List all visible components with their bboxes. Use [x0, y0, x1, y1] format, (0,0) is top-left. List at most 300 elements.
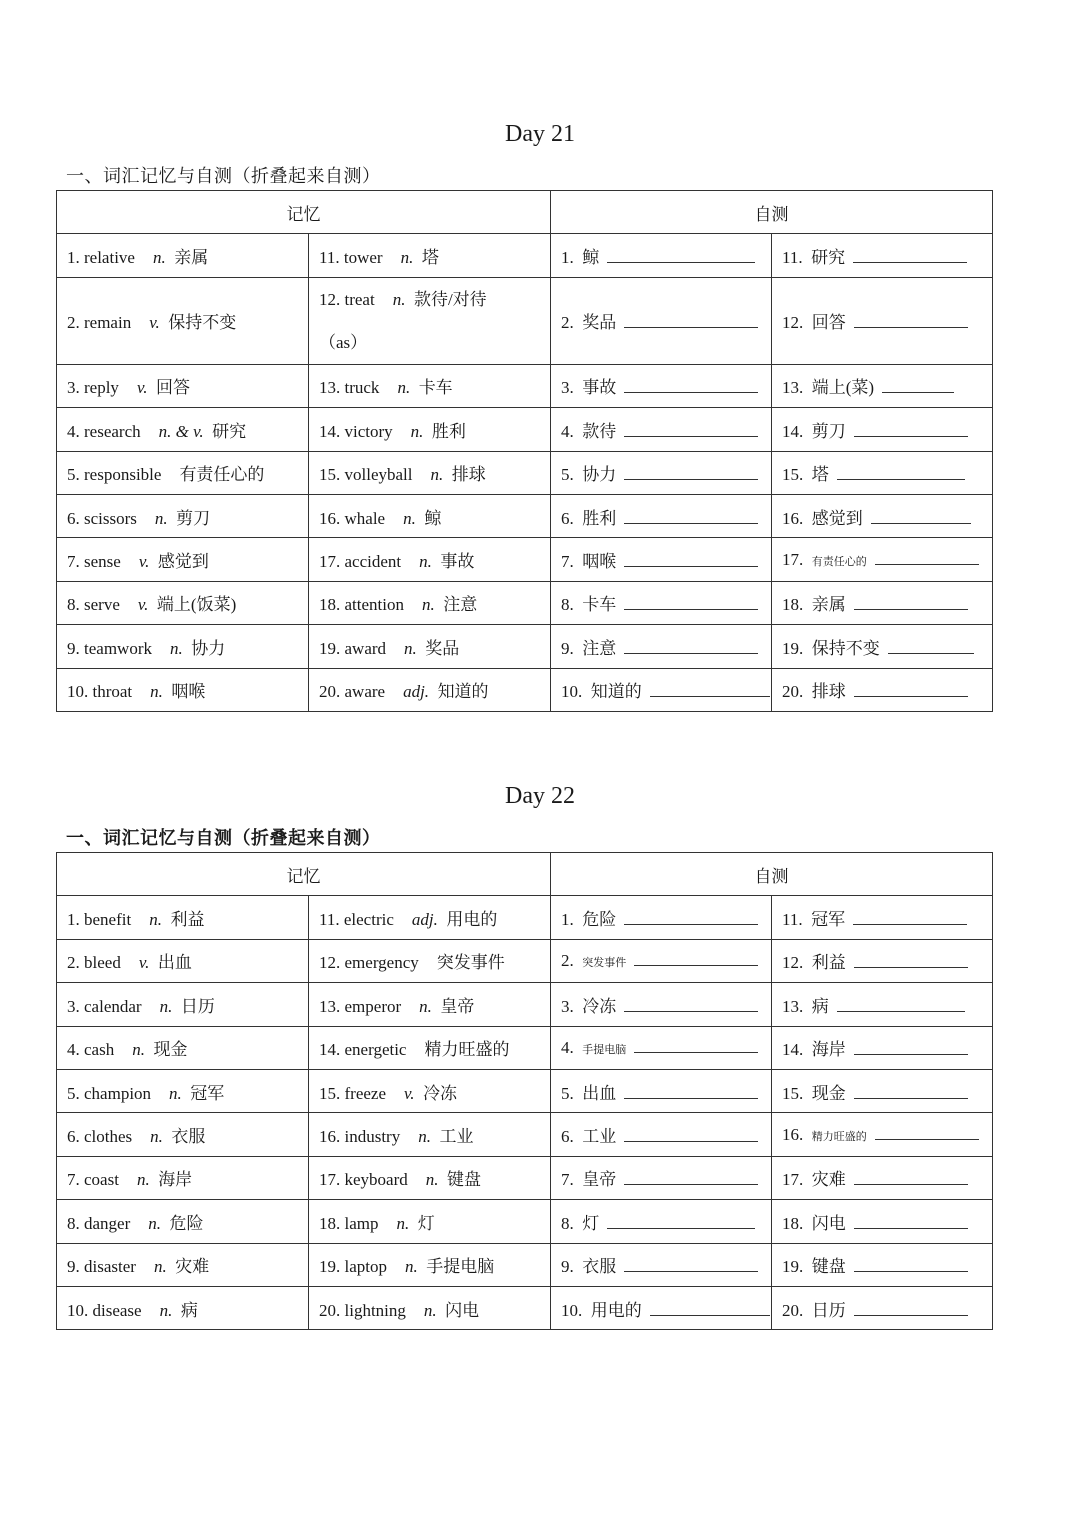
entry-meaning: 病	[180, 1300, 198, 1320]
test-number: 13.	[782, 378, 804, 398]
part-of-speech: n.	[403, 508, 416, 528]
table-row	[57, 1243, 993, 1286]
test-word: 冷冻	[582, 996, 617, 1016]
entry-word: 12. emergency	[319, 953, 419, 973]
entry-word: 1. relative	[67, 248, 135, 268]
entry-word: 12. treat	[319, 289, 375, 309]
test-word: 突发事件	[582, 956, 627, 969]
entry-meaning: 冠军	[190, 1083, 225, 1103]
memory-entry	[309, 668, 551, 711]
part-of-speech: n.	[425, 1170, 439, 1190]
entry-meaning: 冷冻	[423, 1083, 458, 1103]
entry-word: 16. industry	[319, 1127, 401, 1147]
entry-word: 2. bleed	[67, 953, 121, 973]
answer-blank	[854, 1301, 968, 1316]
self-test-entry	[551, 668, 772, 711]
answer-blank	[624, 1170, 758, 1185]
answer-blank	[888, 639, 974, 654]
part-of-speech: n.	[404, 638, 417, 658]
test-number: 8.	[561, 1213, 574, 1233]
memory-entry	[57, 277, 309, 364]
test-word: 皇帝	[582, 1170, 617, 1190]
entry-word: 17. accident	[319, 552, 402, 572]
part-of-speech: n.	[149, 910, 162, 930]
answer-blank	[624, 595, 758, 610]
entry-meaning: 出血	[157, 953, 192, 973]
answer-blank	[624, 1084, 758, 1099]
answer-blank	[634, 1038, 758, 1053]
part-of-speech: v.	[149, 313, 160, 333]
test-number: 10.	[561, 682, 583, 702]
entry-word: 11. electric	[319, 910, 394, 930]
self-test-entry	[551, 1243, 772, 1286]
memory-entry	[57, 1069, 309, 1112]
self-test-entry	[772, 1069, 993, 1112]
entry-meaning: 海岸	[158, 1170, 193, 1190]
entry-word: 7. sense	[67, 552, 121, 572]
entry-meaning: 事故	[440, 552, 475, 572]
entry-meaning: 保持不变	[168, 313, 237, 333]
self-test-entry	[551, 234, 772, 277]
entry-word: 1. benefit	[67, 910, 132, 930]
table-row	[57, 451, 993, 494]
table-header-row	[57, 191, 993, 234]
part-of-speech: v.	[404, 1083, 415, 1103]
self-test-entry	[551, 581, 772, 624]
part-of-speech: n.	[159, 1300, 173, 1320]
answer-blank	[624, 1257, 758, 1272]
memory-entry	[309, 1243, 551, 1286]
test-number: 16.	[782, 508, 804, 528]
test-word: 工业	[582, 1127, 617, 1147]
entry-word: 18. attention	[319, 595, 404, 615]
memory-entry	[57, 538, 309, 581]
test-number: 7.	[561, 1170, 574, 1190]
test-number: 2.	[561, 313, 574, 333]
entry-meaning: 危险	[169, 1213, 204, 1233]
answer-blank	[875, 1125, 979, 1140]
self-test-entry	[551, 939, 772, 982]
part-of-speech: n.	[421, 595, 435, 615]
test-number: 12.	[782, 313, 804, 333]
table-header-row	[57, 853, 993, 896]
self-test-entry	[772, 234, 993, 277]
answer-blank	[854, 422, 968, 437]
self-test-entry	[772, 408, 993, 451]
table-row	[57, 668, 993, 711]
entry-word: 20. lightning	[319, 1300, 406, 1320]
self-test-entry	[551, 983, 772, 1026]
test-word: 注意	[582, 638, 617, 658]
memory-entry	[309, 277, 551, 364]
part-of-speech: n.	[136, 1170, 150, 1190]
entry-word: 16. whale	[319, 508, 386, 528]
test-word: 灯	[582, 1213, 600, 1233]
section-heading: 一、词汇记忆与自测（折叠起来自测）	[66, 166, 381, 186]
answer-blank	[837, 465, 965, 480]
part-of-speech: n.	[400, 248, 414, 268]
test-word: 知道的	[590, 682, 642, 702]
entry-word: 5. champion	[67, 1083, 152, 1103]
table-row	[57, 408, 993, 451]
answer-blank	[882, 378, 954, 393]
test-word: 危险	[582, 910, 617, 930]
memory-entry	[309, 1113, 551, 1156]
section-heading: 一、词汇记忆与自测（折叠起来自测）	[66, 828, 381, 848]
entry-word: 19. laptop	[319, 1257, 387, 1277]
table-row	[57, 581, 993, 624]
entry-meaning: 咽喉	[171, 682, 206, 702]
entry-word: 8. danger	[67, 1213, 131, 1233]
part-of-speech: n.	[405, 1257, 418, 1277]
self-test-entry	[551, 1026, 772, 1069]
self-test-entry	[772, 983, 993, 1026]
column-header-self-test: 自测	[551, 853, 993, 896]
entry-meaning: 注意	[443, 595, 478, 615]
answer-blank	[624, 313, 758, 328]
test-number: 20.	[782, 1300, 804, 1320]
part-of-speech: n.	[419, 552, 432, 572]
entry-meaning: 协力	[191, 638, 226, 658]
self-test-entry	[772, 1200, 993, 1243]
vocab-table	[56, 190, 993, 712]
memory-entry	[57, 668, 309, 711]
entry-word: 19. award	[319, 638, 387, 658]
self-test-entry	[772, 668, 993, 711]
answer-blank	[854, 595, 968, 610]
part-of-speech: n.	[152, 248, 166, 268]
entry-word: 4. cash	[67, 1040, 115, 1060]
part-of-speech: n.	[410, 421, 424, 441]
test-number: 7.	[561, 552, 574, 572]
memory-entry	[309, 1200, 551, 1243]
self-test-entry	[551, 625, 772, 668]
table-row	[57, 896, 993, 939]
answer-blank	[854, 682, 968, 697]
part-of-speech: n.	[418, 1127, 431, 1147]
part-of-speech: n.	[154, 508, 168, 528]
memory-entry	[309, 451, 551, 494]
self-test-entry	[551, 364, 772, 407]
part-of-speech: n.	[419, 996, 432, 1016]
entry-word: 4. research	[67, 421, 141, 441]
answer-blank	[607, 1214, 755, 1229]
answer-blank	[624, 552, 758, 567]
memory-entry	[309, 581, 551, 624]
test-number: 8.	[561, 595, 574, 615]
table-row	[57, 1200, 993, 1243]
memory-entry	[57, 408, 309, 451]
self-test-entry	[551, 1113, 772, 1156]
self-test-entry	[772, 1113, 993, 1156]
test-number: 17.	[782, 549, 804, 569]
entry-word: 3. calendar	[67, 996, 142, 1016]
column-header-memory: 记忆	[57, 853, 551, 896]
memory-entry	[57, 1286, 309, 1329]
self-test-entry	[772, 538, 993, 581]
entry-meaning: 卡车	[418, 378, 453, 398]
part-of-speech: adj.	[403, 682, 430, 702]
memory-entry	[57, 1026, 309, 1069]
entry-meaning: 手提电脑	[426, 1257, 495, 1277]
test-number: 16.	[782, 1124, 804, 1144]
answer-blank	[837, 997, 965, 1012]
test-word: 塔	[811, 465, 829, 485]
table-row	[57, 234, 993, 277]
entry-meaning: 端上(饭菜)	[156, 595, 237, 615]
answer-blank	[624, 378, 758, 393]
test-word: 病	[811, 996, 829, 1016]
table-row	[57, 1113, 993, 1156]
test-word: 剪刀	[811, 421, 846, 441]
test-word: 鲸	[582, 248, 600, 268]
memory-entry	[309, 364, 551, 407]
entry-meaning: 键盘	[447, 1170, 482, 1190]
test-word: 卡车	[582, 595, 617, 615]
self-test-entry	[551, 896, 772, 939]
entry-word: 6. clothes	[67, 1127, 133, 1147]
memory-entry	[57, 625, 309, 668]
answer-blank	[624, 1127, 758, 1142]
test-word: 现金	[811, 1083, 846, 1103]
answer-blank	[853, 248, 967, 263]
self-test-entry	[551, 1156, 772, 1199]
entry-word: 3. reply	[67, 378, 119, 398]
column-header-memory: 记忆	[57, 191, 551, 234]
answer-blank	[853, 910, 967, 925]
entry-meaning: 现金	[153, 1040, 188, 1060]
answer-blank	[624, 910, 758, 925]
test-word: 衣服	[582, 1257, 617, 1277]
entry-word: 15. volleyball	[319, 465, 413, 485]
test-word: 奖品	[582, 313, 617, 333]
test-word: 海岸	[811, 1040, 846, 1060]
memory-entry	[309, 625, 551, 668]
answer-blank	[875, 550, 979, 565]
entry-word: 2. remain	[67, 313, 132, 333]
table-row	[57, 1286, 993, 1329]
memory-entry	[309, 1286, 551, 1329]
memory-entry	[309, 408, 551, 451]
part-of-speech: v.	[138, 953, 150, 973]
test-word: 手提电脑	[582, 1043, 627, 1056]
test-word: 感觉到	[811, 508, 863, 528]
test-number: 4.	[561, 421, 574, 441]
test-number: 2.	[561, 950, 574, 970]
part-of-speech: adj.	[411, 910, 438, 930]
day-title: Day 21	[505, 121, 575, 147]
self-test-entry	[772, 1243, 993, 1286]
answer-blank	[624, 639, 758, 654]
memory-entry	[309, 538, 551, 581]
answer-blank	[854, 1257, 968, 1272]
self-test-entry	[551, 538, 772, 581]
answer-blank	[854, 1214, 968, 1229]
answer-blank	[624, 465, 758, 480]
part-of-speech: n.	[132, 1040, 145, 1060]
test-word: 协力	[582, 465, 617, 485]
self-test-entry	[772, 277, 993, 364]
self-test-entry	[772, 1026, 993, 1069]
test-number: 4.	[561, 1037, 574, 1057]
entry-word: 8. serve	[67, 595, 120, 615]
vocab-table	[56, 852, 993, 1330]
self-test-entry	[772, 364, 993, 407]
entry-word: 9. disaster	[67, 1257, 136, 1277]
test-word: 款待	[582, 421, 617, 441]
test-number: 1.	[561, 910, 574, 930]
self-test-entry	[551, 451, 772, 494]
entry-word: 20. aware	[319, 682, 386, 702]
entry-meaning: 衣服	[171, 1127, 206, 1147]
test-word: 亲属	[811, 595, 846, 615]
entry-word: 9. teamwork	[67, 638, 152, 658]
test-number: 15.	[782, 1083, 804, 1103]
test-number: 11.	[782, 910, 803, 930]
answer-blank	[624, 422, 758, 437]
memory-entry	[57, 939, 309, 982]
test-word: 咽喉	[582, 552, 617, 572]
test-number: 14.	[782, 1040, 804, 1060]
answer-blank	[634, 951, 758, 966]
memory-entry	[57, 1200, 309, 1243]
part-of-speech: n. & v.	[158, 421, 204, 441]
entry-meaning: 剪刀	[176, 508, 211, 528]
answer-blank	[871, 509, 971, 524]
self-test-entry	[772, 1286, 993, 1329]
test-number: 6.	[561, 508, 574, 528]
entry-meaning: 研究	[212, 421, 247, 441]
entry-meaning: 皇帝	[440, 996, 475, 1016]
table-row	[57, 494, 993, 537]
test-word: 回答	[811, 313, 846, 333]
test-word: 日历	[811, 1300, 846, 1320]
test-word: 闪电	[811, 1213, 846, 1233]
part-of-speech: n.	[423, 1300, 437, 1320]
self-test-entry	[551, 494, 772, 537]
test-number: 19.	[782, 1257, 804, 1277]
self-test-entry	[772, 896, 993, 939]
memory-entry	[309, 1156, 551, 1199]
memory-entry	[57, 1113, 309, 1156]
test-word: 灾难	[811, 1170, 846, 1190]
entry-meaning: 闪电	[445, 1300, 480, 1320]
test-number: 9.	[561, 1257, 574, 1277]
test-number: 11.	[782, 248, 803, 268]
test-number: 15.	[782, 465, 804, 485]
part-of-speech: n.	[169, 1083, 182, 1103]
entry-meaning: 利益	[170, 910, 205, 930]
table-row	[57, 1156, 993, 1199]
test-number: 20.	[782, 682, 804, 702]
part-of-speech: n.	[150, 1127, 163, 1147]
self-test-entry	[772, 494, 993, 537]
part-of-speech: v.	[136, 378, 148, 398]
test-word: 保持不变	[811, 638, 880, 658]
memory-entry	[57, 451, 309, 494]
test-word: 研究	[811, 248, 846, 268]
table-row	[57, 277, 993, 364]
memory-entry	[57, 896, 309, 939]
test-word: 事故	[582, 378, 617, 398]
test-number: 1.	[561, 248, 574, 268]
part-of-speech: n.	[159, 996, 173, 1016]
part-of-speech: n.	[169, 638, 183, 658]
memory-entry	[57, 983, 309, 1026]
entry-meaning: 日历	[180, 996, 215, 1016]
entry-meaning: 胜利	[431, 421, 466, 441]
test-number: 10.	[561, 1300, 583, 1320]
entry-meaning: 回答	[155, 378, 190, 398]
test-number: 5.	[561, 465, 574, 485]
table-row	[57, 364, 993, 407]
entry-meaning: 灯	[417, 1213, 435, 1233]
entry-word: 18. lamp	[319, 1213, 379, 1233]
test-number: 3.	[561, 996, 574, 1016]
answer-blank	[650, 682, 770, 697]
entry-meaning: 排球	[451, 465, 486, 485]
entry-meaning: 感觉到	[157, 552, 209, 572]
answer-blank	[854, 313, 968, 328]
test-word: 胜利	[582, 508, 617, 528]
test-word: 冠军	[811, 910, 846, 930]
entry-meaning: 知道的	[437, 682, 489, 702]
memory-entry	[309, 939, 551, 982]
self-test-entry	[551, 408, 772, 451]
part-of-speech: v.	[138, 552, 150, 572]
test-word: 出血	[582, 1083, 617, 1103]
entry-meaning: 亲属	[174, 248, 209, 268]
table-row	[57, 1069, 993, 1112]
entry-word: 15. freeze	[319, 1083, 387, 1103]
entry-meaning: 塔	[421, 248, 439, 268]
test-number: 13.	[782, 996, 804, 1016]
self-test-entry	[551, 1200, 772, 1243]
answer-blank	[854, 1084, 968, 1099]
self-test-entry	[772, 451, 993, 494]
part-of-speech: n.	[396, 1213, 410, 1233]
part-of-speech: n.	[153, 1257, 167, 1277]
day-title: Day 22	[505, 783, 575, 809]
entry-word: 5. responsible	[67, 465, 162, 485]
test-number: 17.	[782, 1170, 804, 1190]
entry-meaning: 款待/对待	[413, 289, 487, 309]
answer-blank	[854, 953, 968, 968]
test-word: 利益	[811, 953, 846, 973]
answer-blank	[624, 509, 758, 524]
part-of-speech: n.	[397, 378, 411, 398]
memory-entry	[309, 234, 551, 277]
memory-entry	[57, 581, 309, 624]
entry-meaning: 突发事件	[436, 953, 505, 973]
test-number: 6.	[561, 1127, 574, 1147]
self-test-entry	[551, 277, 772, 364]
part-of-speech: n.	[392, 289, 406, 309]
test-number: 5.	[561, 1083, 574, 1103]
test-word: 键盘	[811, 1257, 846, 1277]
memory-entry	[57, 1156, 309, 1199]
table-row	[57, 625, 993, 668]
self-test-entry	[772, 1156, 993, 1199]
test-word: 用电的	[590, 1300, 642, 1320]
table-row	[57, 939, 993, 982]
test-number: 18.	[782, 595, 804, 615]
test-number: 3.	[561, 378, 574, 398]
self-test-entry	[772, 939, 993, 982]
part-of-speech: n.	[148, 1213, 162, 1233]
answer-blank	[624, 997, 758, 1012]
entry-meaning: 灾难	[175, 1257, 210, 1277]
